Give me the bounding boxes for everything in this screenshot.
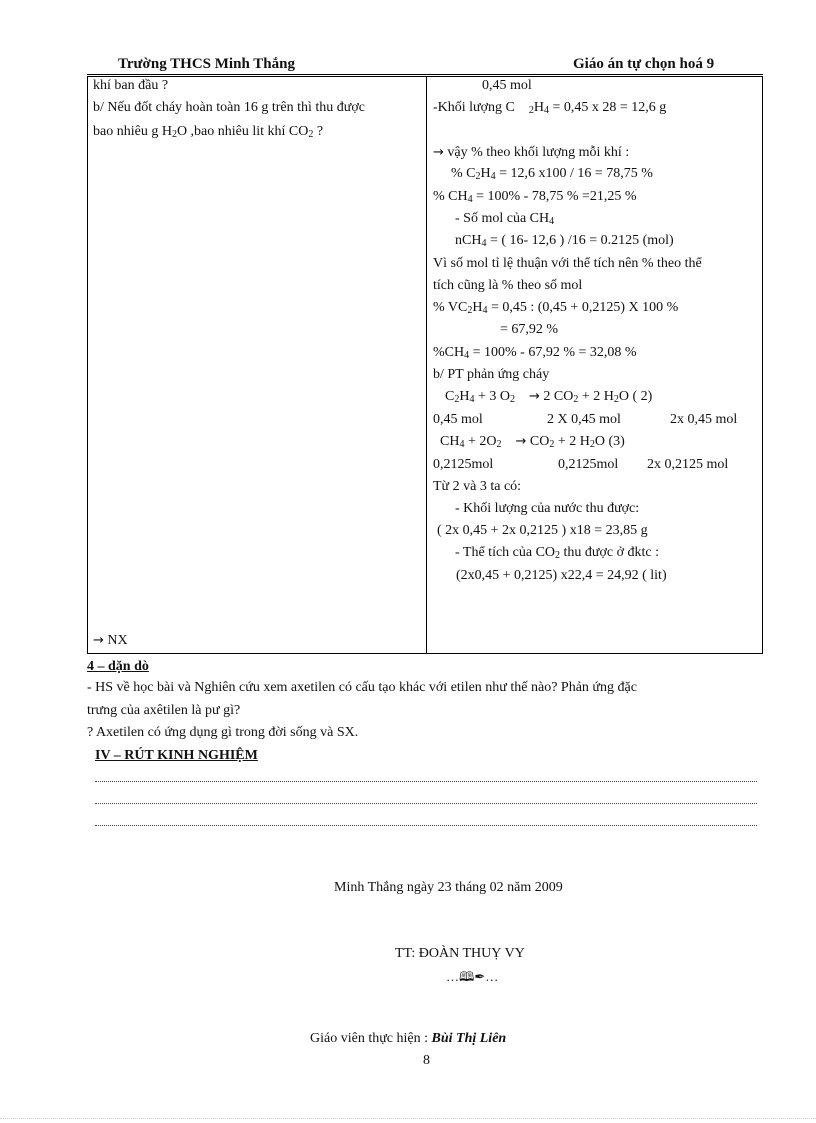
dotted-line-1 — [95, 781, 757, 782]
arrow-right-icon: → — [93, 633, 104, 648]
right-line-4: % $C_2H_4 = 12,6$ x100 / 16 = 78,75 % — [451, 166, 653, 182]
left-line-1: khí ban đầu ? — [93, 78, 169, 93]
right-line-20: ( 2x 0,45 + 2x 0,2125 ) x18 = 23,85 g — [437, 523, 648, 538]
school-name: Trường THCS Minh Thắng — [118, 56, 295, 72]
dotted-line-2 — [95, 803, 757, 804]
right-line-21: - Thể tích của $CO_2$ thu được ở đktc : — [455, 545, 660, 561]
right-line-3: → vậy % theo khối lượng mỗi khí : — [433, 145, 630, 160]
right-line-11: = 67,92 % — [500, 322, 559, 337]
header-rule — [87, 74, 763, 75]
right-line-9: tích cũng là % theo số mol — [433, 278, 583, 293]
right-line-10: % $VC_2H_4 = 0,45$ : (0,45 + 0,2125) X 100 % — [433, 300, 679, 316]
left-line-3: bao nhiêu g $H_2O$ ,bao nhiêu lit khí $CO_2$ ? — [93, 124, 324, 140]
mol-row-3-b: 0,2125mol — [558, 457, 619, 472]
mol-row-2-c: 2x 0,45 mol — [670, 412, 738, 427]
signature-mark: …🕮✒… — [446, 969, 499, 985]
right-line-1: 0,45 mol — [482, 78, 532, 93]
place-date: Minh Thắng ngày 23 tháng 02 năm 2009 — [334, 880, 563, 895]
mol-row-2-a: 0,45 mol — [433, 412, 483, 427]
mol-row-2-b: 2 X 0,45 mol — [547, 412, 621, 427]
section-review-title: IV – RÚT KINH NGHIỆM — [95, 748, 258, 763]
column-divider — [426, 77, 427, 653]
right-line-6: - Số mol của $CH_4$ — [455, 211, 555, 227]
arrow-right-icon: → — [515, 434, 527, 449]
nx-note: → NX — [93, 633, 128, 648]
book-pen-icon: 🕮✒ — [459, 970, 486, 985]
mol-row-3-c: 2x 0,2125 mol — [647, 457, 729, 472]
homework-line-1: - HS về học bài và Nghiên cứu xem axetilen có cấu tạo khác với etilen như thế nào? Phản ứng đặc — [87, 680, 637, 695]
section-homework-title: 4 – dặn dò — [87, 659, 149, 674]
right-line-19: - Khối lượng của nước thu được: — [455, 501, 640, 516]
left-line-2: b/ Nếu đốt cháy hoàn toàn 16 g trên thì thu được — [93, 100, 365, 115]
mol-row-3-a: 0,2125mol — [433, 457, 494, 472]
page-number: 8 — [423, 1053, 430, 1068]
equation-3: $CH_4 + 2O_2 \to CO_2 + 2$ $H_2O$ (3) — [440, 434, 625, 450]
arrow-right-icon: → — [433, 145, 444, 160]
page-bottom-border — [0, 1118, 816, 1119]
right-line-7: nCH$_4$ = ( 16- 12,6 ) /16 = 0.2125 (mol) — [455, 233, 674, 249]
homework-line-2: trưng của axêtilen là pư gì? — [87, 703, 241, 718]
equation-2: $C_2H_4 + 3$ $O_2 \to 2$ $CO_2 + 2$ $H_2O$ ( 2) — [445, 389, 653, 405]
homework-line-3: ? Axetilen có ứng dụng gì trong đời sống và SX. — [87, 725, 359, 740]
teacher-line: Giáo viên thực hiện : Bùi Thị Liên — [310, 1031, 507, 1046]
arrow-right-icon: → — [528, 389, 540, 404]
right-line-2: -Khối lượng C $_2H_4 = 0,45$ x 28 = 12,6 g — [433, 100, 667, 116]
approver-name: TT: ĐOÀN THUỴ VY — [395, 946, 525, 961]
document-title: Giáo án tự chọn hoá 9 — [573, 56, 715, 72]
right-line-12: $\%CH_4 = 100\% - 67,92$ % = 32,08 % — [433, 345, 637, 361]
right-line-22: (2x0,45 + 0,2125) x22,4 = 24,92 ( lit) — [456, 568, 667, 583]
dotted-line-3 — [95, 825, 757, 826]
right-line-13: b/ PT phản ứng cháy — [433, 367, 550, 382]
right-line-5: % $CH_4 = 100\% - 78,75$ % =21,25 % — [433, 189, 637, 205]
right-line-18: Từ 2 và 3 ta có: — [433, 479, 522, 494]
right-line-8: Vì số mol tỉ lệ thuận với thể tích nên % theo thể — [433, 256, 702, 271]
